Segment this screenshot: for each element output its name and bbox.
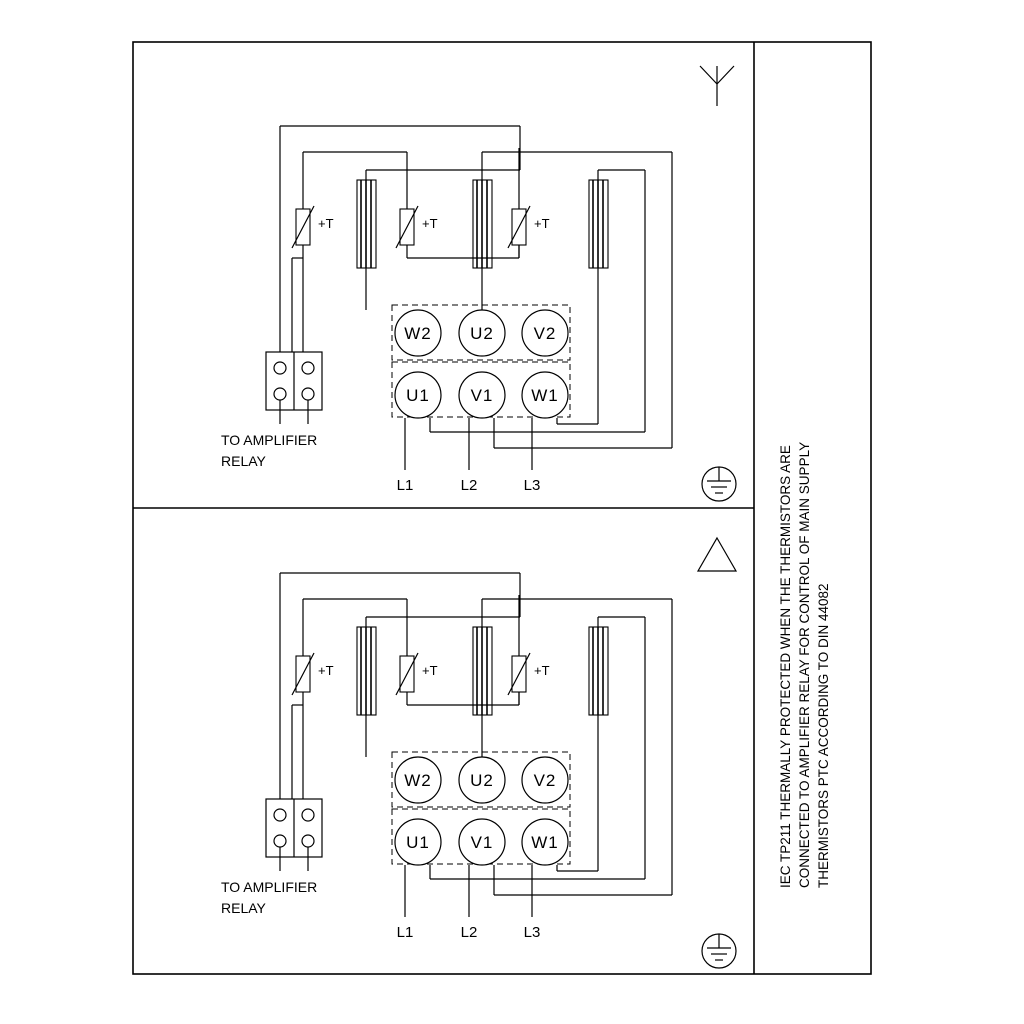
note-line-3: THERMISTORS PTC ACCORDING TO DIN 44082 xyxy=(816,583,831,888)
terminal-label-w1: W1 xyxy=(531,386,559,405)
motor-winding-1 xyxy=(357,170,376,310)
phase-label-l3: L3 xyxy=(523,477,541,494)
phase-label-l2: L2 xyxy=(460,477,478,494)
panel-delta xyxy=(221,538,736,968)
star-connection-symbol xyxy=(700,66,734,106)
terminal-label-v1-delta: V1 xyxy=(470,833,494,852)
terminal-label-u2: U2 xyxy=(470,324,494,343)
panel-star xyxy=(221,66,736,501)
amplifier-terminal-block-delta xyxy=(266,799,322,871)
phase-label-l3-delta: L3 xyxy=(523,924,541,941)
motor-winding-2 xyxy=(473,152,492,310)
amplifier-label-line2-delta: RELAY xyxy=(221,900,266,916)
terminal-label-v2: V2 xyxy=(533,324,557,343)
motor-winding-2-delta xyxy=(473,599,492,757)
thermistor-label-1-delta: +T xyxy=(318,663,334,678)
note-line-1: IEC TP211 THERMALLY PROTECTED WHEN THE THERMISTORS ARE xyxy=(778,445,793,888)
motor-winding-3-delta xyxy=(589,617,608,759)
terminal-label-w2-delta: W2 xyxy=(404,771,432,790)
thermistor-label-2-delta: +T xyxy=(422,663,438,678)
thermistor-label-3-delta: +T xyxy=(534,663,550,678)
phase-label-l1: L1 xyxy=(396,477,414,494)
thermistor-label-2: +T xyxy=(422,216,438,231)
terminal-label-v2-delta: V2 xyxy=(533,771,557,790)
amplifier-label-line1: TO AMPLIFIER xyxy=(221,432,318,448)
earth-ground-symbol-2 xyxy=(702,934,736,968)
terminal-label-w1-delta: W1 xyxy=(531,833,559,852)
motor-winding-3 xyxy=(589,170,608,312)
terminal-label-u1: U1 xyxy=(406,386,430,405)
thermistor-1 xyxy=(292,196,314,258)
thermistor-2-delta xyxy=(396,643,418,705)
thermistor-1-delta xyxy=(292,643,314,705)
terminal-label-u1-delta: U1 xyxy=(406,833,430,852)
motor-winding-1-delta xyxy=(357,617,376,757)
thermistor-label-1: +T xyxy=(318,216,334,231)
phase-label-l2-delta: L2 xyxy=(460,924,478,941)
earth-ground-symbol xyxy=(702,467,736,501)
note-column xyxy=(778,442,831,888)
terminal-label-u2-delta: U2 xyxy=(470,771,494,790)
terminal-label-v1: V1 xyxy=(470,386,494,405)
amplifier-label-line1-delta: TO AMPLIFIER xyxy=(221,879,318,895)
thermistor-label-3: +T xyxy=(534,216,550,231)
phase-label-l1-delta: L1 xyxy=(396,924,414,941)
thermistor-2 xyxy=(396,196,418,258)
amplifier-label-line2: RELAY xyxy=(221,453,266,469)
delta-connection-symbol xyxy=(698,538,736,571)
amplifier-terminal-block xyxy=(266,352,322,424)
note-line-2: CONNECTED TO AMPLIFIER RELAY FOR CONTROL OF MAIN SUPPLY xyxy=(797,441,812,888)
terminal-label-w2: W2 xyxy=(404,324,432,343)
